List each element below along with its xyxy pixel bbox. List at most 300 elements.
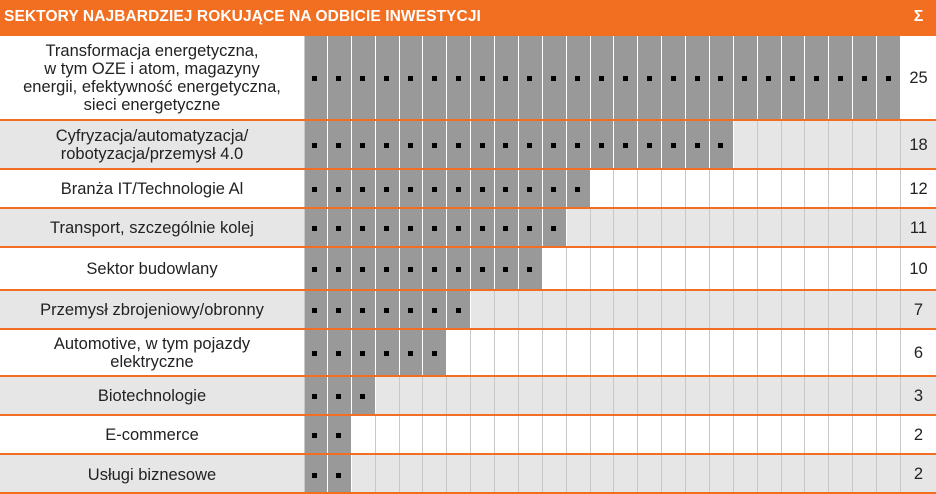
empty-cell [782, 170, 806, 208]
filled-cell [638, 121, 662, 169]
filled-cell [591, 121, 615, 169]
mention-dot [312, 351, 317, 356]
mention-dot [312, 143, 317, 148]
category-label: Automotive, w tym pojazdy elektryczne [53, 335, 251, 371]
mention-dot [480, 187, 485, 192]
filled-cell [376, 330, 400, 376]
mention-dot [384, 351, 389, 356]
mention-dot [671, 76, 676, 81]
mention-dot [432, 226, 437, 231]
filled-cell [304, 170, 328, 208]
empty-cell [853, 121, 877, 169]
filled-cell [543, 121, 567, 169]
mention-dot [814, 76, 819, 81]
filled-cell [662, 121, 686, 169]
mention-dot [384, 226, 389, 231]
filled-cell [400, 330, 424, 376]
mention-dot [456, 76, 461, 81]
filled-cell [519, 121, 543, 169]
filled-cell [805, 36, 829, 120]
mention-dot [384, 187, 389, 192]
filled-cell [686, 36, 710, 120]
mention-dot [408, 226, 413, 231]
filled-cell [376, 209, 400, 247]
mention-dot [527, 143, 532, 148]
row-total: 18 [909, 135, 928, 154]
empty-cell [662, 455, 686, 494]
row-total: 6 [913, 343, 924, 362]
filled-cell [758, 36, 782, 120]
filled-cell [376, 291, 400, 329]
empty-cell [710, 291, 734, 329]
empty-cell [638, 416, 662, 454]
empty-cell [614, 209, 638, 247]
grid-line [304, 291, 305, 329]
mention-dot [671, 143, 676, 148]
empty-cell [758, 209, 782, 247]
empty-cell [829, 377, 853, 415]
filled-cell [471, 170, 495, 208]
empty-cell [447, 416, 471, 454]
grid-line [304, 248, 305, 290]
empty-cell [734, 330, 758, 376]
mention-dot [360, 143, 365, 148]
mention-dot [551, 143, 556, 148]
mention-dot [599, 143, 604, 148]
filled-cell [447, 121, 471, 169]
empty-cell [734, 248, 758, 290]
empty-cell [662, 330, 686, 376]
empty-cell [662, 209, 686, 247]
filled-cell [352, 209, 376, 247]
empty-cell [782, 121, 806, 169]
filled-cell [519, 248, 543, 290]
mention-dot [312, 308, 317, 313]
filled-cell [423, 330, 447, 376]
empty-cell [734, 121, 758, 169]
mention-dot [695, 76, 700, 81]
empty-cell [782, 377, 806, 415]
empty-cell [400, 416, 424, 454]
empty-cell [567, 416, 591, 454]
empty-cell [805, 248, 829, 290]
empty-cell [471, 291, 495, 329]
empty-cell [495, 455, 519, 494]
row-total: 3 [913, 386, 924, 405]
empty-cell [471, 455, 495, 494]
empty-cell [853, 170, 877, 208]
empty-cell [591, 248, 615, 290]
mention-dot [336, 187, 341, 192]
mention-dot [527, 267, 532, 272]
filled-cell [495, 170, 519, 208]
empty-cell [400, 455, 424, 494]
empty-cell [614, 416, 638, 454]
filled-cell [328, 330, 352, 376]
mention-dot [456, 143, 461, 148]
mention-dot [480, 76, 485, 81]
mention-dot [503, 267, 508, 272]
filled-cell [376, 121, 400, 169]
mention-dot [336, 267, 341, 272]
mention-dot [718, 76, 723, 81]
filled-cell [376, 248, 400, 290]
empty-cell [495, 330, 519, 376]
empty-cell [829, 209, 853, 247]
category-label: Transport, szczególnie kolej [50, 219, 254, 237]
empty-cell [686, 377, 710, 415]
mention-dot [336, 394, 341, 399]
filled-cell [519, 209, 543, 247]
empty-cell [519, 416, 543, 454]
empty-cell [400, 377, 424, 415]
mention-dot [766, 76, 771, 81]
empty-cell [543, 377, 567, 415]
empty-cell [495, 377, 519, 415]
empty-cell [591, 455, 615, 494]
empty-cell [877, 455, 901, 494]
row-total: 25 [909, 68, 928, 87]
mention-dot [599, 76, 604, 81]
mention-dot [575, 187, 580, 192]
row-total: 12 [909, 179, 928, 198]
empty-cell [614, 248, 638, 290]
empty-cell [519, 455, 543, 494]
empty-cell [853, 330, 877, 376]
mention-dot [312, 267, 317, 272]
filled-cell [352, 121, 376, 169]
mention-dot [408, 351, 413, 356]
empty-cell [805, 416, 829, 454]
filled-cell [304, 377, 328, 415]
empty-cell [638, 170, 662, 208]
mention-dot [456, 226, 461, 231]
mention-dot [623, 76, 628, 81]
empty-cell [734, 291, 758, 329]
empty-cell [591, 170, 615, 208]
mention-dot [862, 76, 867, 81]
mention-dot [480, 267, 485, 272]
filled-cell [471, 36, 495, 120]
empty-cell [758, 330, 782, 376]
empty-cell [686, 209, 710, 247]
category-label: Biotechnologie [97, 387, 207, 405]
mention-dot [432, 267, 437, 272]
grid-line [304, 416, 305, 454]
empty-cell [853, 209, 877, 247]
row-total: 2 [913, 465, 924, 483]
row-separator [0, 375, 936, 377]
empty-cell [853, 416, 877, 454]
grid-line [304, 170, 305, 208]
filled-cell [447, 291, 471, 329]
filled-cell [447, 209, 471, 247]
filled-cell [495, 121, 519, 169]
mention-dot [336, 433, 341, 438]
mention-dot [312, 473, 317, 478]
filled-cell [304, 36, 328, 120]
mention-dot [432, 351, 437, 356]
row-separator [0, 414, 936, 416]
mention-dot [432, 76, 437, 81]
row-separator [0, 168, 936, 170]
empty-cell [877, 209, 901, 247]
filled-cell [471, 121, 495, 169]
filled-cell [853, 36, 877, 120]
empty-cell [567, 248, 591, 290]
mention-dot [408, 143, 413, 148]
empty-cell [758, 170, 782, 208]
mention-dot [336, 473, 341, 478]
empty-cell [662, 248, 686, 290]
mention-dot [336, 308, 341, 313]
empty-cell [376, 455, 400, 494]
empty-cell [877, 416, 901, 454]
empty-cell [877, 170, 901, 208]
mention-dot [384, 267, 389, 272]
filled-cell [352, 330, 376, 376]
mention-dot [503, 226, 508, 231]
empty-cell [782, 330, 806, 376]
mention-dot [312, 187, 317, 192]
empty-cell [376, 377, 400, 415]
mention-dot [456, 187, 461, 192]
row-separator [0, 34, 936, 36]
empty-cell [567, 377, 591, 415]
empty-cell [519, 330, 543, 376]
filled-cell [710, 36, 734, 120]
mention-dot [408, 187, 413, 192]
empty-cell [447, 330, 471, 376]
mention-dot [503, 76, 508, 81]
mention-dot [527, 76, 532, 81]
empty-cell [614, 291, 638, 329]
filled-cell [638, 36, 662, 120]
empty-cell [519, 291, 543, 329]
filled-cell [734, 36, 758, 120]
empty-cell [686, 291, 710, 329]
mention-dot [742, 76, 747, 81]
empty-cell [734, 455, 758, 494]
empty-cell [376, 416, 400, 454]
empty-cell [495, 291, 519, 329]
empty-cell [877, 248, 901, 290]
mention-dot [647, 76, 652, 81]
empty-cell [591, 330, 615, 376]
filled-cell [614, 121, 638, 169]
filled-cell [495, 209, 519, 247]
filled-cell [304, 416, 328, 454]
row-separator [0, 453, 936, 455]
empty-cell [614, 330, 638, 376]
filled-cell [304, 330, 328, 376]
empty-cell [710, 170, 734, 208]
mention-dot [336, 351, 341, 356]
filled-cell [352, 36, 376, 120]
chart-title: SEKTORY NAJBARDZIEJ ROKUJĄCE NA ODBICIE INWESTYCJI [0, 0, 901, 34]
empty-cell [710, 455, 734, 494]
empty-cell [710, 416, 734, 454]
empty-cell [877, 377, 901, 415]
empty-cell [782, 455, 806, 494]
empty-cell [352, 455, 376, 494]
mention-dot [575, 143, 580, 148]
empty-cell [567, 291, 591, 329]
filled-cell [400, 291, 424, 329]
filled-cell [328, 416, 352, 454]
empty-cell [662, 377, 686, 415]
empty-cell [829, 170, 853, 208]
mention-dot [360, 394, 365, 399]
empty-cell [614, 455, 638, 494]
row-separator [0, 328, 936, 330]
empty-cell [829, 416, 853, 454]
empty-cell [782, 291, 806, 329]
filled-cell [304, 121, 328, 169]
filled-cell [567, 36, 591, 120]
category-label: Usługi biznesowe [87, 465, 217, 484]
filled-cell [304, 209, 328, 247]
mention-dot [838, 76, 843, 81]
empty-cell [758, 248, 782, 290]
empty-cell [543, 291, 567, 329]
category-label: Transformacja energetyczna, w tym OZE i atom, magazyny energii, efektywność energetyczna, sieci energetyczne [23, 42, 281, 114]
empty-cell [591, 377, 615, 415]
filled-cell [376, 170, 400, 208]
filled-cell [423, 36, 447, 120]
empty-cell [829, 455, 853, 494]
filled-cell [352, 291, 376, 329]
filled-cell [686, 121, 710, 169]
mention-dot [432, 187, 437, 192]
empty-cell [638, 291, 662, 329]
filled-cell [328, 209, 352, 247]
empty-cell [471, 330, 495, 376]
mention-dot [312, 226, 317, 231]
mention-dot [360, 267, 365, 272]
filled-cell [328, 248, 352, 290]
filled-cell [567, 170, 591, 208]
empty-cell [638, 377, 662, 415]
mention-dot [360, 351, 365, 356]
filled-cell [328, 377, 352, 415]
grid-line [304, 330, 305, 376]
mention-dot [503, 143, 508, 148]
mention-dot [312, 76, 317, 81]
empty-cell [734, 377, 758, 415]
empty-cell [734, 416, 758, 454]
empty-cell [686, 416, 710, 454]
filled-cell [519, 36, 543, 120]
empty-cell [591, 291, 615, 329]
mention-dot [551, 76, 556, 81]
filled-cell [328, 455, 352, 494]
filled-cell [495, 248, 519, 290]
mention-dot [456, 308, 461, 313]
filled-cell [328, 121, 352, 169]
empty-cell [638, 248, 662, 290]
empty-cell [710, 377, 734, 415]
empty-cell [447, 377, 471, 415]
mention-dot [384, 308, 389, 313]
empty-cell [710, 330, 734, 376]
empty-cell [710, 248, 734, 290]
mention-dot [432, 308, 437, 313]
mention-dot [360, 308, 365, 313]
empty-cell [471, 416, 495, 454]
category-label: Sektor budowlany [86, 260, 218, 278]
empty-cell [710, 209, 734, 247]
empty-cell [423, 455, 447, 494]
filled-cell [710, 121, 734, 169]
filled-cell [352, 377, 376, 415]
grid-line [304, 455, 305, 494]
empty-cell [758, 416, 782, 454]
empty-cell [423, 377, 447, 415]
empty-cell [877, 330, 901, 376]
empty-cell [495, 416, 519, 454]
filled-cell [400, 121, 424, 169]
empty-cell [591, 416, 615, 454]
mention-dot [312, 394, 317, 399]
mention-dot [575, 76, 580, 81]
empty-cell [829, 330, 853, 376]
filled-cell [400, 170, 424, 208]
filled-cell [543, 209, 567, 247]
mention-dot [623, 143, 628, 148]
sum-header: Σ [901, 0, 936, 34]
empty-cell [471, 377, 495, 415]
filled-cell [471, 209, 495, 247]
empty-cell [782, 416, 806, 454]
mention-dot [527, 187, 532, 192]
filled-cell [304, 248, 328, 290]
empty-cell [638, 330, 662, 376]
mention-dot [336, 76, 341, 81]
empty-cell [829, 291, 853, 329]
empty-cell [638, 455, 662, 494]
empty-cell [829, 121, 853, 169]
mention-dot [480, 226, 485, 231]
empty-cell [734, 170, 758, 208]
mention-dot [503, 187, 508, 192]
filled-cell [328, 170, 352, 208]
mention-dot [336, 226, 341, 231]
empty-cell [638, 209, 662, 247]
mention-dot [695, 143, 700, 148]
category-label: E-commerce [105, 426, 199, 444]
empty-cell [758, 121, 782, 169]
empty-cell [877, 121, 901, 169]
filled-cell [352, 248, 376, 290]
filled-cell [662, 36, 686, 120]
mention-dot [384, 143, 389, 148]
empty-cell [853, 248, 877, 290]
empty-cell [519, 377, 543, 415]
mention-dot [432, 143, 437, 148]
empty-cell [734, 209, 758, 247]
mention-dot [647, 143, 652, 148]
empty-cell [567, 455, 591, 494]
filled-cell [304, 455, 328, 494]
category-label: Branża IT/Technologie Al [60, 180, 244, 198]
empty-cell [782, 209, 806, 247]
empty-cell [805, 209, 829, 247]
category-label: Cyfryzacja/automatyzacja/ robotyzacja/przemysł 4.0 [55, 127, 249, 163]
filled-cell [423, 248, 447, 290]
empty-cell [447, 455, 471, 494]
empty-cell [853, 377, 877, 415]
